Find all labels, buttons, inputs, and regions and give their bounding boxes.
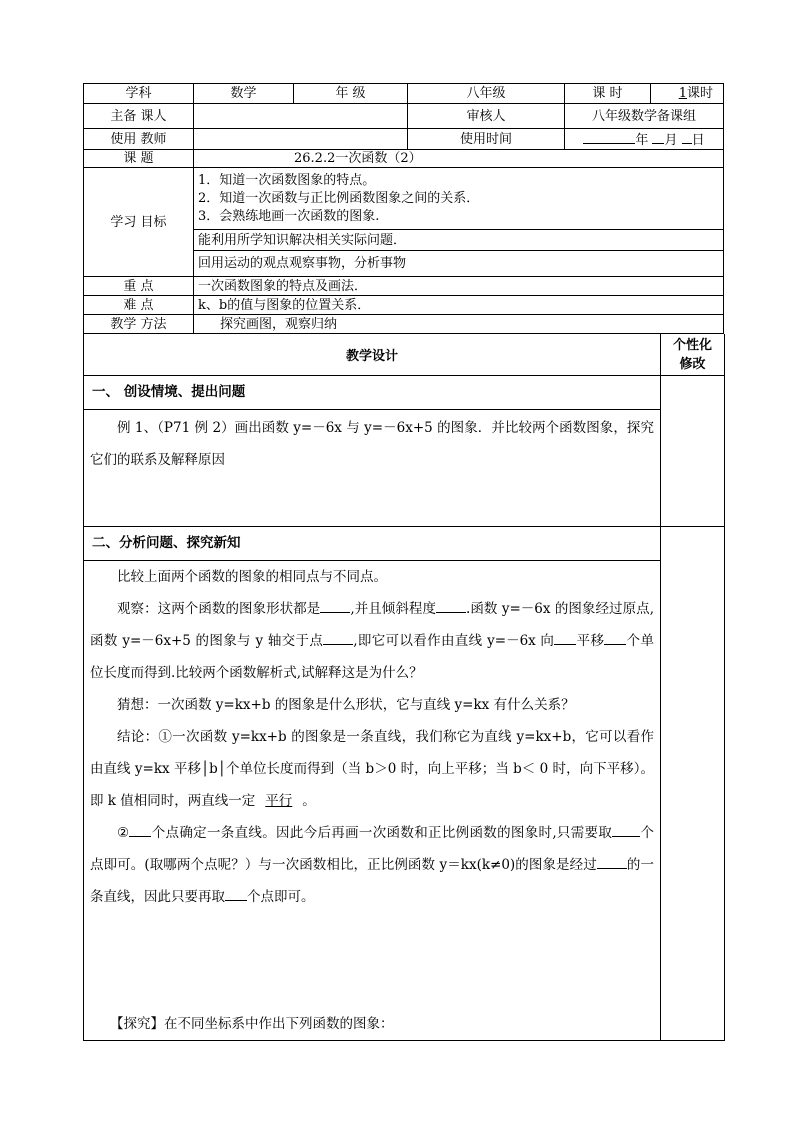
- goal-extra-2: 回用运动的观点观察事物，分析事物: [194, 251, 724, 277]
- goal-item: 2．知道一次函数与正比例函数图象之间的关系．: [198, 190, 480, 206]
- hours-label: 课 时: [565, 84, 651, 104]
- date-year: 年: [635, 133, 649, 148]
- lesson-plan-page: [83, 83, 723, 1041]
- header-table: [83, 83, 724, 334]
- grade-label: 年 级: [294, 84, 408, 104]
- hours-unit: 课时: [686, 86, 713, 101]
- section2-p3: 猜想：一次函数 y=kx+b 的图象是什么形状，它与直线 y=kx 有什么关系？: [117, 697, 575, 713]
- topic-value: 26.2.2一次函数（2）: [194, 150, 724, 168]
- design-header-row: [84, 334, 724, 376]
- section2-heading: 二、分析问题、探究新知: [84, 527, 660, 561]
- personal-column: [661, 376, 724, 1040]
- date-day: 日: [691, 133, 705, 148]
- date-month: 月: [664, 133, 678, 148]
- section2-explore: 【探究】在不同坐标系中作出下列函数的图象：: [110, 1016, 394, 1032]
- goal-extra-1: 能利用所学知识解决相关实际问题．: [194, 230, 724, 251]
- goals-cell: [194, 168, 724, 230]
- lead-label: 主备 课人: [84, 104, 194, 129]
- teacher-value: [194, 129, 408, 150]
- usetime-value: [565, 129, 724, 150]
- key-value: 一次函数图象的特点及画法．: [194, 277, 724, 296]
- teacher-label: 使用 教师: [84, 129, 194, 150]
- personal-label-2: 修改: [679, 357, 706, 372]
- difficulty-value: k、b的值与图象的位置关系．: [194, 296, 724, 315]
- section2-p4: 结论：①一次函数 y=kx+b 的图象是一条直线，我们称它为直线 y=kx+b，它可以看作由直线 y=kx 平移│b│个单位长度而得到（当 b＞0 时，向上平移；当 b＜ 0 时，向下平移）。即 k 值相同时，两直线一定 平行 。: [90, 729, 654, 809]
- goal-item: 3．会熟练地画一次函数的图象.: [198, 208, 380, 224]
- design-content: [84, 376, 661, 1040]
- usetime-label: 使用时间: [408, 129, 565, 150]
- section2-content: [84, 561, 660, 1040]
- subject-value: 数学: [194, 84, 294, 104]
- method-value: 探究画图，观察归纳: [194, 315, 724, 334]
- hours-value: 1: [678, 86, 687, 101]
- hours-cell: [651, 84, 724, 104]
- difficulty-label: 难 点: [84, 296, 194, 315]
- section2-p1: 比较上面两个函数的图象的相同点与不同点。: [117, 569, 387, 585]
- topic-label: 课 题: [84, 150, 194, 168]
- lead-value: [194, 104, 408, 129]
- goal-item: 1．知道一次函数图象的特点。: [198, 172, 376, 188]
- reviewer-value: 八年级数学备课组: [565, 104, 724, 129]
- personal-label-1: 个性化: [672, 338, 712, 353]
- parallel-fill: 平行: [265, 793, 293, 809]
- section2-p5: ② 个点确定一条直线。因此今后再画一次函数和正比例函数的图象时,只需要取 个点即可。(取哪两个点呢？）与一次函数相比，正比例函数 y＝kx(k≠0)的图象是经过 的一条直线，因此只要再取 个点即可。: [84, 817, 660, 913]
- section1-heading: 一、 创设情境、提出问题: [84, 376, 660, 410]
- section1-example: 例 1、（P71 例 2）画出函数 y=－6x 与 y=－6x+5 的图象．并比较两个函数图象，探究它们的联系及解释原因: [90, 420, 654, 468]
- teaching-design: [83, 334, 725, 1041]
- section2-p2: 观察：这两个函数的图象形状都是 ,并且倾斜程度 .函数 y=－6x 的图象经过原点,函数 y=－6x+5 的图象与 y 轴交于点 ,即它可以看作由直线 y=－6x 向 平移 个单位长度而得到.比较两个函数解析式,试解释这是为什么？: [84, 593, 660, 689]
- subject-label: 学科: [84, 84, 194, 104]
- method-label: 教学 方法: [84, 315, 194, 334]
- grade-value: 八年级: [408, 84, 565, 104]
- design-body: [84, 376, 724, 1040]
- key-label: 重 点: [84, 277, 194, 296]
- goals-label: 学习 目标: [84, 168, 194, 277]
- reviewer-label: 审核人: [408, 104, 565, 129]
- design-title: 教学设计: [84, 334, 661, 375]
- personal-column-header: [661, 334, 724, 375]
